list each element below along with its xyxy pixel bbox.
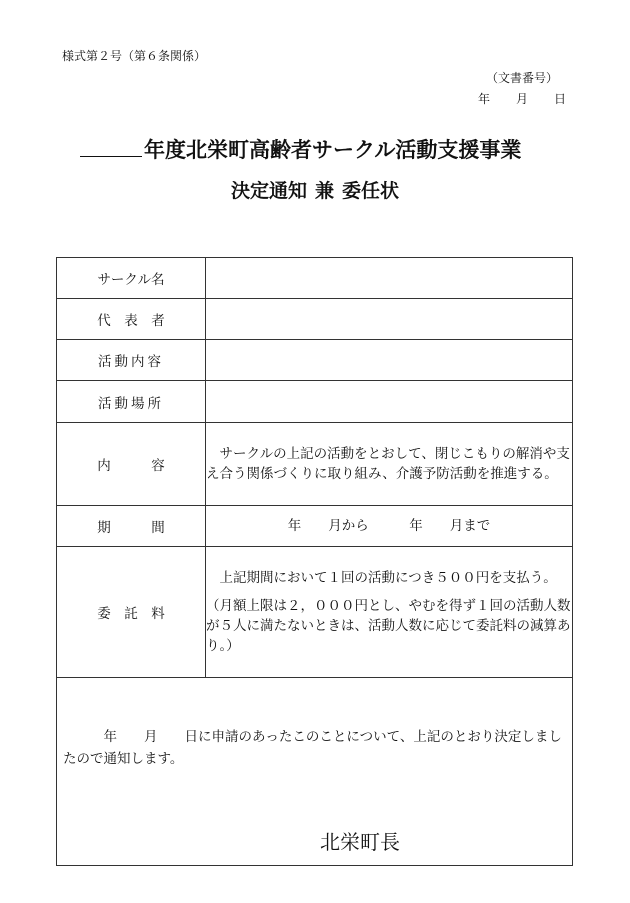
period-label: 期 間 xyxy=(57,506,206,547)
date-day: 日 xyxy=(553,92,566,106)
fee-label: 委 託 料 xyxy=(57,547,206,678)
description-value: サークルの上記の活動をとおして、閉じこもりの解消や支え合う関係づくりに取り組み、介護予防活動を推進する。 xyxy=(206,423,573,506)
notice-text: 年 月 日に申請のあったこのことについて、上記のとおり決定しましたので通知します。 xyxy=(63,729,562,767)
table-row xyxy=(57,423,573,506)
table-row xyxy=(57,506,573,547)
document-number: （文書番号） xyxy=(485,71,558,85)
fee-note: （月額上限は２，０００円とし、やむを得ず１回の活動人数が５人に満たないときは、活動人数に応じて委託料の減算あり。） xyxy=(206,598,571,654)
form-code: 様式第２号（第６条関係） xyxy=(62,49,207,63)
table-row xyxy=(57,381,573,423)
date-month: 月 xyxy=(515,92,528,106)
title-text: 年度北栄町高齢者サークル活動支援事業 xyxy=(144,137,522,162)
table-row xyxy=(57,258,573,299)
date-year: 年 xyxy=(477,92,490,106)
activity-content-label: 活動内容 xyxy=(57,340,206,381)
fee-value: 上記期間において１回の活動につき５００円を支払う。 xyxy=(219,570,557,586)
activity-place-label: 活動場所 xyxy=(57,381,206,423)
table-row xyxy=(57,299,573,340)
signature: 北栄町長 xyxy=(320,830,400,854)
circle-name-label: サークル名 xyxy=(57,258,206,299)
fiscal-year-blank[interactable] xyxy=(80,138,142,157)
subtitle-part-3: 委任状 xyxy=(342,180,400,202)
document-title xyxy=(80,134,521,164)
document-subtitle xyxy=(0,176,630,203)
subtitle-part-1: 決定通知 xyxy=(230,180,307,202)
subtitle-part-2: 兼 xyxy=(314,180,334,202)
period-value: 年 月から 年 月まで xyxy=(206,506,573,547)
representative-field[interactable] xyxy=(206,299,573,340)
description-label: 内 容 xyxy=(57,423,206,506)
table-row xyxy=(57,547,573,678)
table-row xyxy=(57,340,573,381)
activity-content-field[interactable] xyxy=(206,340,573,381)
document-date xyxy=(478,90,566,107)
decision-table xyxy=(56,257,573,866)
circle-name-field[interactable] xyxy=(206,258,573,299)
representative-label: 代 表 者 xyxy=(57,299,206,340)
fee-cell xyxy=(206,547,573,678)
activity-place-field[interactable] xyxy=(206,381,573,423)
notice-cell xyxy=(57,678,573,866)
table-row xyxy=(57,678,573,866)
